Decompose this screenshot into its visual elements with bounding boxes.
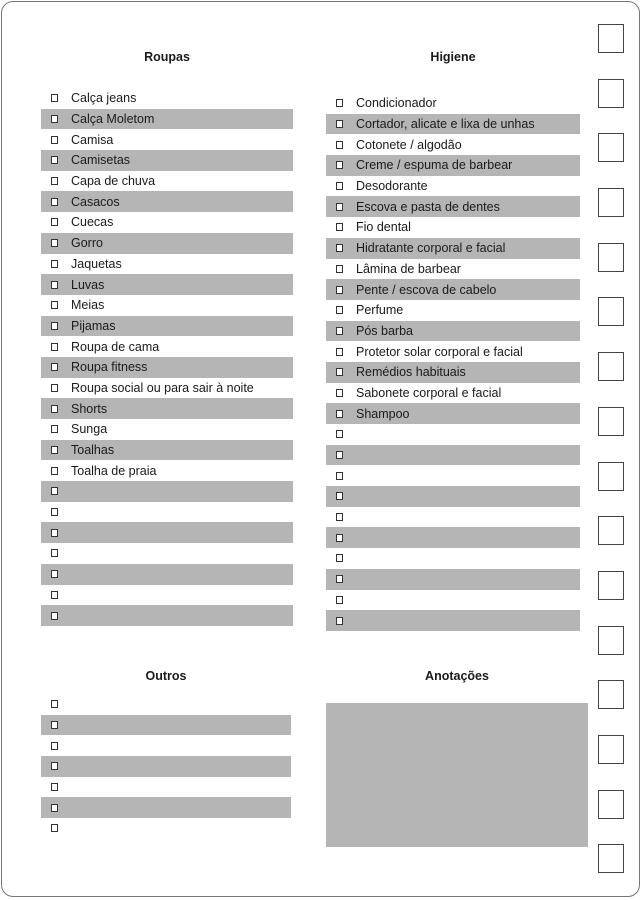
item-label: Escova e pasta de dentes (356, 199, 500, 214)
checkbox[interactable] (51, 384, 58, 392)
list-item (41, 171, 293, 192)
item-label: Condicionador (356, 96, 437, 111)
checkbox[interactable] (336, 244, 343, 252)
checkbox[interactable] (51, 343, 58, 351)
side-checkbox[interactable] (598, 516, 624, 545)
list-item (326, 300, 580, 321)
item-label: Calça jeans (71, 91, 137, 106)
checkbox[interactable] (336, 534, 343, 542)
item-label: Gorro (71, 236, 103, 251)
checkbox[interactable] (336, 99, 343, 107)
checkbox[interactable] (51, 198, 58, 206)
list-item (326, 486, 580, 507)
checkbox[interactable] (51, 467, 58, 475)
checkbox[interactable] (51, 363, 58, 371)
list-item (41, 419, 293, 440)
list-item (41, 481, 293, 502)
list-item (41, 585, 293, 606)
checkbox[interactable] (51, 612, 58, 620)
list-item (41, 564, 293, 585)
item-label: Luvas (71, 277, 105, 292)
list-item (41, 797, 291, 818)
checkbox[interactable] (51, 529, 58, 537)
item-label: Roupa fitness (71, 360, 148, 375)
checkbox[interactable] (51, 281, 58, 289)
checkbox[interactable] (51, 824, 58, 832)
checkbox[interactable] (336, 617, 343, 625)
side-checkbox[interactable] (598, 407, 624, 436)
anotacoes-heading: Anotações (425, 669, 489, 683)
checkbox[interactable] (336, 513, 343, 521)
checkbox[interactable] (336, 120, 343, 128)
checkbox[interactable] (51, 177, 58, 185)
list-item (326, 196, 580, 217)
checkbox[interactable] (336, 389, 343, 397)
checkbox[interactable] (336, 451, 343, 459)
list-item (326, 403, 580, 424)
checkbox[interactable] (51, 570, 58, 578)
checkbox[interactable] (51, 115, 58, 123)
item-label: Roupa social ou para sair à noite (71, 380, 254, 395)
list-item (326, 217, 580, 238)
list-item (41, 378, 293, 399)
item-label: Shampoo (356, 406, 410, 421)
checkbox[interactable] (336, 161, 343, 169)
checkbox[interactable] (51, 742, 58, 750)
checkbox[interactable] (336, 327, 343, 335)
list-item (41, 440, 293, 461)
list-item (41, 254, 293, 275)
roupas-heading: Roupas (144, 50, 190, 64)
list-item (41, 460, 293, 481)
checkbox[interactable] (51, 260, 58, 268)
list-item (41, 212, 293, 233)
item-label: Cotonete / algodão (356, 137, 462, 152)
higiene-heading: Higiene (430, 50, 476, 64)
side-checkbox[interactable] (598, 571, 624, 600)
checkbox[interactable] (51, 156, 58, 164)
checkbox[interactable] (336, 554, 343, 562)
side-checkbox[interactable] (598, 626, 624, 655)
list-item (326, 114, 580, 135)
outros-heading: Outros (145, 669, 187, 683)
side-checkbox[interactable] (598, 790, 624, 819)
checkbox[interactable] (51, 549, 58, 557)
list-item (41, 818, 291, 839)
checkbox[interactable] (336, 348, 343, 356)
side-checkbox[interactable] (598, 680, 624, 709)
checkbox[interactable] (51, 446, 58, 454)
item-label: Casacos (71, 194, 120, 209)
checkbox[interactable] (336, 286, 343, 294)
checkbox[interactable] (336, 575, 343, 583)
side-checkbox[interactable] (598, 297, 624, 326)
item-label: Jaquetas (71, 256, 122, 271)
checkbox[interactable] (51, 762, 58, 770)
item-label: Cortador, alicate e lixa de unhas (356, 117, 535, 132)
checkbox[interactable] (336, 596, 343, 604)
checkbox[interactable] (336, 472, 343, 480)
checkbox[interactable] (336, 203, 343, 211)
list-item (41, 150, 293, 171)
checkbox[interactable] (51, 591, 58, 599)
item-label: Meias (71, 298, 105, 313)
item-label: Remédios habituais (356, 365, 466, 380)
list-item (41, 109, 293, 130)
list-item (41, 336, 293, 357)
list-item (41, 715, 291, 736)
checkbox[interactable] (51, 700, 58, 708)
checkbox[interactable] (336, 265, 343, 273)
item-label: Creme / espuma de barbear (356, 158, 513, 173)
list-item (326, 321, 580, 342)
list-item (41, 88, 293, 109)
item-label: Pijamas (71, 318, 116, 333)
checkbox[interactable] (51, 721, 58, 729)
checkbox[interactable] (336, 223, 343, 231)
side-checkbox[interactable] (598, 352, 624, 381)
item-label: Shorts (71, 401, 108, 416)
list-item (41, 191, 293, 212)
list-item (326, 383, 580, 404)
side-checkbox[interactable] (598, 133, 624, 162)
item-label: Pós barba (356, 323, 413, 338)
list-item (41, 605, 293, 626)
roupas-list (41, 88, 293, 626)
list-item (326, 424, 580, 445)
item-label: Lâmina de barbear (356, 261, 461, 276)
list-item (326, 590, 580, 611)
side-checkbox[interactable] (598, 243, 624, 272)
list-item (326, 445, 580, 466)
list-item (41, 777, 291, 798)
checkbox[interactable] (336, 492, 343, 500)
anotacoes-box[interactable] (326, 703, 588, 847)
list-item (326, 507, 580, 528)
list-item (326, 341, 580, 362)
checkbox[interactable] (51, 239, 58, 247)
item-label: Toalha de praia (71, 463, 157, 478)
checkbox[interactable] (51, 405, 58, 413)
higiene-list (326, 93, 580, 631)
list-item (326, 548, 580, 569)
item-label: Perfume (356, 303, 404, 318)
item-label: Camisa (71, 132, 114, 147)
checkbox[interactable] (336, 182, 343, 190)
checkbox[interactable] (51, 487, 58, 495)
list-item (326, 176, 580, 197)
checkbox[interactable] (336, 430, 343, 438)
side-checkbox[interactable] (598, 844, 624, 873)
side-checkbox[interactable] (598, 79, 624, 108)
list-item (326, 569, 580, 590)
checkbox[interactable] (336, 306, 343, 314)
list-item (41, 357, 293, 378)
item-label: Fio dental (356, 220, 411, 235)
list-item (326, 279, 580, 300)
list-item (41, 502, 293, 523)
list-item (41, 295, 293, 316)
list-item (41, 129, 293, 150)
side-checkbox[interactable] (598, 188, 624, 217)
item-label: Sabonete corporal e facial (356, 385, 502, 400)
outros-list (41, 694, 291, 839)
list-item (326, 259, 580, 280)
checkbox[interactable] (51, 94, 58, 102)
list-item (326, 527, 580, 548)
item-label: Sunga (71, 422, 108, 437)
side-checkbox[interactable] (598, 462, 624, 491)
item-label: Desodorante (356, 179, 428, 194)
list-item (326, 93, 580, 114)
list-item (41, 274, 293, 295)
list-item (326, 465, 580, 486)
item-label: Toalhas (71, 443, 115, 458)
list-item (326, 362, 580, 383)
item-label: Capa de chuva (71, 174, 156, 189)
list-item (326, 134, 580, 155)
checkbox[interactable] (336, 368, 343, 376)
list-item (41, 694, 291, 715)
checkbox[interactable] (51, 783, 58, 791)
list-item (326, 155, 580, 176)
item-label: Roupa de cama (71, 339, 160, 354)
checkbox[interactable] (51, 322, 58, 330)
list-item (41, 398, 293, 419)
checkbox[interactable] (51, 425, 58, 433)
checkbox[interactable] (51, 804, 58, 812)
checkbox[interactable] (336, 410, 343, 418)
checkbox[interactable] (51, 508, 58, 516)
list-item (41, 522, 293, 543)
list-item (41, 316, 293, 337)
side-checkbox[interactable] (598, 24, 624, 53)
item-label: Pente / escova de cabelo (356, 282, 497, 297)
item-label: Hidratante corporal e facial (356, 241, 506, 256)
checkbox[interactable] (51, 136, 58, 144)
list-item (326, 610, 580, 631)
checkbox[interactable] (336, 141, 343, 149)
checkbox[interactable] (51, 218, 58, 226)
item-label: Protetor solar corporal e facial (356, 344, 523, 359)
list-item (326, 238, 580, 259)
side-box-column (598, 24, 624, 899)
list-item (41, 735, 291, 756)
side-checkbox[interactable] (598, 735, 624, 764)
item-label: Cuecas (71, 215, 114, 230)
item-label: Camisetas (71, 153, 131, 168)
checkbox[interactable] (51, 301, 58, 309)
list-item (41, 756, 291, 777)
list-item (41, 543, 293, 564)
list-item (41, 233, 293, 254)
item-label: Calça Moletom (71, 112, 155, 127)
